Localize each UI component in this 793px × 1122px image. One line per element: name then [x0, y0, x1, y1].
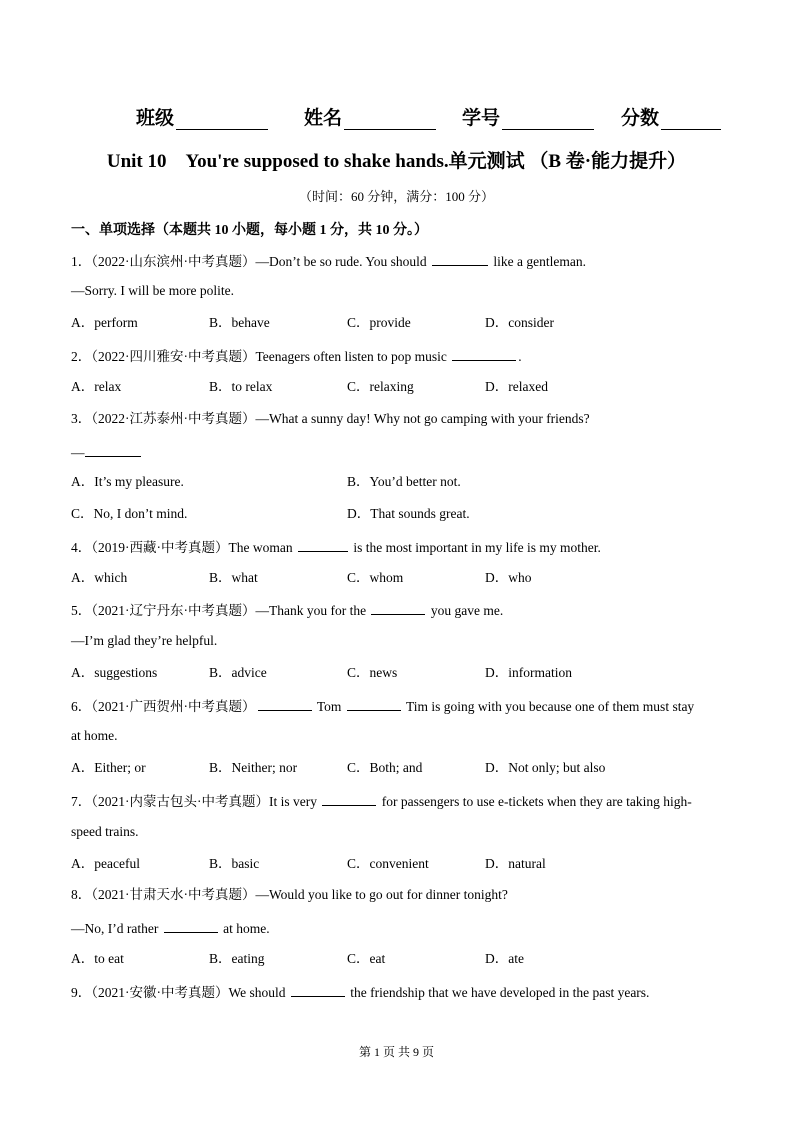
question-text: 7．（2021·内蒙古包头·中考真题）It is very: [71, 794, 317, 809]
question-3: 3．（2022·江苏泰州·中考真题）—What a sunny day! Why not go camping with your friends?: [71, 411, 590, 426]
student-info-line: [0, 103, 793, 131]
question-9: [71, 982, 649, 1002]
class-field: [136, 103, 268, 130]
question-5-line-2: —I’m glad they’re helpful.: [71, 633, 218, 648]
score-label: 分数: [621, 108, 660, 129]
option-b[interactable]: B．to relax: [209, 379, 273, 394]
score-field: [621, 103, 721, 130]
option-b[interactable]: B．behave: [209, 315, 270, 330]
answer-blank[interactable]: [452, 346, 516, 361]
question-text: Tom: [316, 699, 342, 714]
option-a[interactable]: A．suggestions: [71, 665, 158, 680]
question-text: at home.: [223, 921, 270, 936]
question-7: [71, 791, 692, 811]
option-d[interactable]: D．who: [485, 570, 532, 585]
question-8: 8．（2021·甘肃天水·中考真题）—Would you like to go out for dinner tonight?: [71, 887, 508, 902]
question-1: [71, 251, 586, 271]
class-blank[interactable]: [176, 109, 268, 130]
option-a[interactable]: A．relax: [71, 379, 122, 394]
question-text: 4．（2019·西藏·中考真题）The woman: [71, 540, 293, 555]
name-blank[interactable]: [344, 109, 436, 130]
question-text: is the most important in my life is my mother.: [353, 540, 601, 555]
option-a[interactable]: A．Either; or: [71, 760, 146, 775]
question-text: the friendship that we have developed in the past years.: [350, 985, 650, 1000]
option-b[interactable]: B．You’d better not.: [347, 474, 461, 489]
option-d[interactable]: D．information: [485, 665, 572, 680]
question-8-line-2: [71, 918, 270, 938]
option-c[interactable]: C．eat: [347, 951, 386, 966]
question-1-line-2: —Sorry. I will be more polite.: [71, 283, 234, 298]
option-d[interactable]: D．natural: [485, 856, 546, 871]
question-text: 2．（2022·四川雅安·中考真题）Teenagers often listen to pop music: [71, 349, 447, 364]
answer-blank[interactable]: [371, 600, 425, 615]
option-b[interactable]: B．eating: [209, 951, 265, 966]
id-field: [462, 103, 594, 130]
option-c[interactable]: C．provide: [347, 315, 411, 330]
option-b[interactable]: B．advice: [209, 665, 267, 680]
dash: —: [71, 445, 85, 460]
answer-blank[interactable]: [432, 251, 488, 266]
name-label: 姓名: [304, 108, 343, 129]
question-text: you gave me.: [430, 603, 504, 618]
question-text: .: [518, 349, 522, 364]
question-text: like a gentleman.: [493, 254, 586, 269]
answer-blank[interactable]: [298, 537, 348, 552]
name-field: [304, 103, 436, 130]
question-4: [71, 537, 601, 557]
exam-subtitle: （时间：60 分钟，满分：100 分）: [298, 189, 494, 204]
option-a[interactable]: A．to eat: [71, 951, 124, 966]
option-c[interactable]: C．relaxing: [347, 379, 414, 394]
option-b[interactable]: B．what: [209, 570, 258, 585]
option-d[interactable]: D．ate: [485, 951, 524, 966]
option-d[interactable]: D．relaxed: [485, 379, 548, 394]
option-c[interactable]: C．convenient: [347, 856, 429, 871]
option-c[interactable]: C．No, I don’t mind.: [71, 506, 188, 521]
question-text: 6．（2021·广西贺州·中考真题）: [71, 699, 256, 714]
answer-blank[interactable]: [322, 791, 376, 806]
class-label: 班级: [136, 108, 175, 129]
answer-blank[interactable]: [85, 442, 141, 457]
question-6-line-2: at home.: [71, 728, 118, 743]
question-text: 5．（2021·辽宁丹东·中考真题）—Thank you for the: [71, 603, 367, 618]
option-a[interactable]: A．perform: [71, 315, 138, 330]
option-a[interactable]: A．peaceful: [71, 856, 140, 871]
option-c[interactable]: C．news: [347, 665, 398, 680]
option-d[interactable]: D．consider: [485, 315, 554, 330]
question-6: [71, 696, 694, 716]
page-title: Unit 10 You're supposed to shake hands.单元测试 （B 卷·能力提升）: [106, 151, 687, 172]
option-d[interactable]: D．Not only; but also: [485, 760, 606, 775]
option-b[interactable]: B．basic: [209, 856, 260, 871]
answer-blank[interactable]: [258, 696, 312, 711]
question-text: —No, I’d rather: [71, 921, 159, 936]
question-3-answer-line: [71, 442, 143, 462]
question-text: for passengers to use e-tickets when they are taking high-: [381, 794, 692, 809]
question-text: Tim is going with you because one of them must stay: [405, 699, 695, 714]
score-blank[interactable]: [661, 109, 721, 130]
section-heading: 一、单项选择（本题共 10 小题，每小题 1 分，共 10 分。）: [71, 223, 428, 238]
id-label: 学号: [462, 108, 501, 129]
id-blank[interactable]: [502, 109, 594, 130]
option-c[interactable]: C．whom: [347, 570, 404, 585]
answer-blank[interactable]: [291, 982, 345, 997]
option-b[interactable]: B．Neither; nor: [209, 760, 298, 775]
answer-blank[interactable]: [347, 696, 401, 711]
question-7-line-2: speed trains.: [71, 824, 139, 839]
question-text: 9．（2021·安徽·中考真题）We should: [71, 985, 286, 1000]
question-5: [71, 600, 503, 620]
page-number: 第 1 页 共 9 页: [358, 1045, 434, 1059]
answer-blank[interactable]: [164, 918, 218, 933]
question-text: 1．（2022·山东滨州·中考真题）—Don’t be so rude. You should: [71, 254, 427, 269]
option-d[interactable]: D．That sounds great.: [347, 506, 470, 521]
option-a[interactable]: A．It’s my pleasure.: [71, 474, 184, 489]
question-2: [71, 346, 522, 366]
option-a[interactable]: A．which: [71, 570, 128, 585]
option-c[interactable]: C．Both; and: [347, 760, 423, 775]
